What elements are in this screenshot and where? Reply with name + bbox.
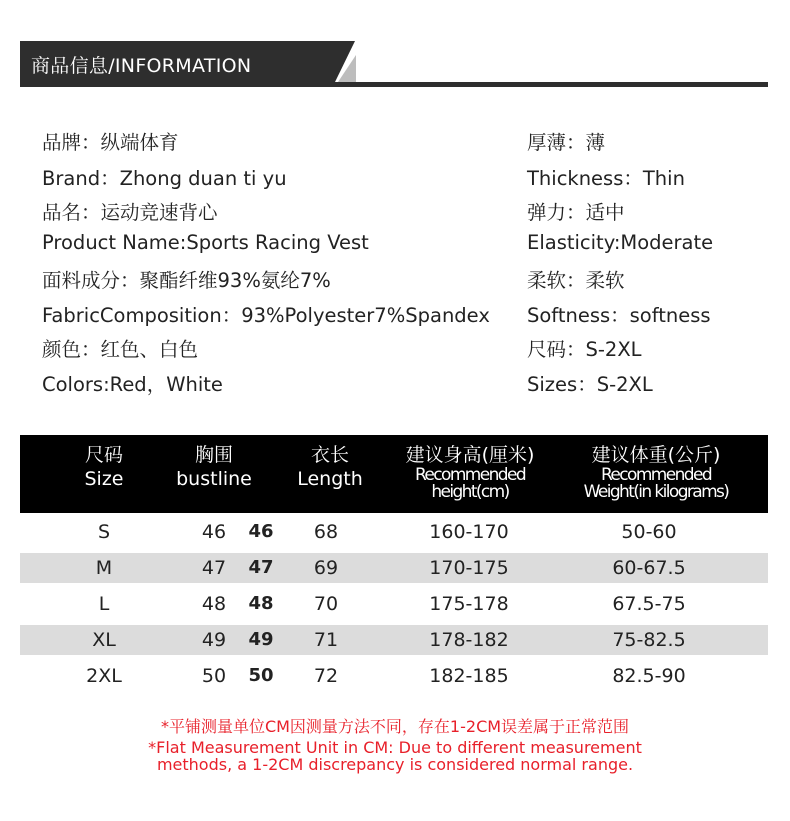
cell-bustline: 49 <box>201 629 227 651</box>
cell-weight: 60-67.5 <box>612 557 686 579</box>
cell-length: 68 <box>313 521 339 543</box>
cell-size: XL <box>92 629 116 651</box>
sizes-zh: 尺码：S-2XL <box>527 338 642 361</box>
cell-bustline: 46 <box>201 521 227 543</box>
cell-size: L <box>98 593 110 615</box>
cell-bustline: 48 <box>201 593 227 615</box>
table-row <box>20 553 768 583</box>
header-length: 衣长 Length <box>297 444 363 490</box>
cell-length: 69 <box>313 557 339 579</box>
banner-accent-triangle <box>338 55 356 82</box>
cell-height: 160-170 <box>429 521 509 543</box>
cell-bustline-bold: 46 <box>248 521 274 542</box>
note-measurement-en-line2: methods, a 1-2CM discrepancy is considered normal range. <box>156 755 634 774</box>
table-row <box>20 517 768 547</box>
section-title: 商品信息/INFORMATION <box>31 55 252 77</box>
size-table-header <box>20 435 768 513</box>
cell-weight: 50-60 <box>621 521 677 543</box>
cell-size: 2XL <box>86 665 122 687</box>
banner-underline <box>20 82 768 87</box>
cell-bustline-bold: 47 <box>248 557 274 578</box>
table-row <box>20 625 768 655</box>
cell-bustline-bold: 49 <box>248 629 274 650</box>
cell-length: 72 <box>313 665 339 687</box>
cell-size: S <box>97 521 111 543</box>
table-row <box>20 661 768 691</box>
brand-zh: 品牌：纵端体育 <box>42 131 179 154</box>
cell-bustline-bold: 48 <box>248 593 274 614</box>
cell-length: 70 <box>313 593 339 615</box>
cell-size: M <box>95 557 113 579</box>
cell-length: 71 <box>313 629 339 651</box>
colors-zh: 颜色：红色、白色 <box>42 338 199 361</box>
header-recommended-weight: 建议体重(公斤) Recommended Weight(in kilograms) <box>583 444 729 502</box>
softness-en: Softness：softness <box>527 304 711 327</box>
cell-height: 178-182 <box>429 629 509 651</box>
note-measurement-en-line1: *Flat Measurement Unit in CM: Due to different measurement <box>148 738 642 757</box>
note-measurement-zh: *平铺测量单位CM因测量方法不同，存在1-2CM误差属于正常范围 <box>160 717 630 736</box>
brand-en: Brand：Zhong duan ti yu <box>42 167 287 190</box>
fabric-en: FabricComposition：93%Polyester7%Spandex <box>42 304 490 327</box>
header-size: 尺码 Size <box>84 444 124 490</box>
cell-bustline: 47 <box>201 557 227 579</box>
colors-en: Colors:Red，White <box>42 373 223 396</box>
info-header-banner <box>20 41 768 87</box>
cell-bustline: 50 <box>201 665 227 687</box>
fabric-zh: 面料成分：聚酯纤维93%氨纶7% <box>42 269 331 292</box>
header-bustline: 胸围 bustline <box>176 444 252 490</box>
thickness-en: Thickness：Thin <box>527 167 685 190</box>
elasticity-zh: 弹力：适中 <box>527 201 625 224</box>
cell-weight: 75-82.5 <box>612 629 686 651</box>
cell-height: 182-185 <box>429 665 509 687</box>
header-recommended-height: 建议身高(厘米) Recommended height(cm) <box>405 444 535 502</box>
product-name-zh: 品名：运动竞速背心 <box>42 201 218 224</box>
product-name-en: Product Name:Sports Racing Vest <box>42 231 369 254</box>
elasticity-en: Elasticity:Moderate <box>527 231 714 254</box>
cell-height: 170-175 <box>429 557 509 579</box>
cell-bustline-bold: 50 <box>248 665 274 686</box>
cell-weight: 82.5-90 <box>612 665 686 687</box>
thickness-zh: 厚薄：薄 <box>527 131 606 154</box>
cell-weight: 67.5-75 <box>612 593 686 615</box>
table-row <box>20 589 768 619</box>
cell-height: 175-178 <box>429 593 509 615</box>
sizes-en: Sizes：S-2XL <box>527 373 653 396</box>
softness-zh: 柔软：柔软 <box>527 269 625 292</box>
